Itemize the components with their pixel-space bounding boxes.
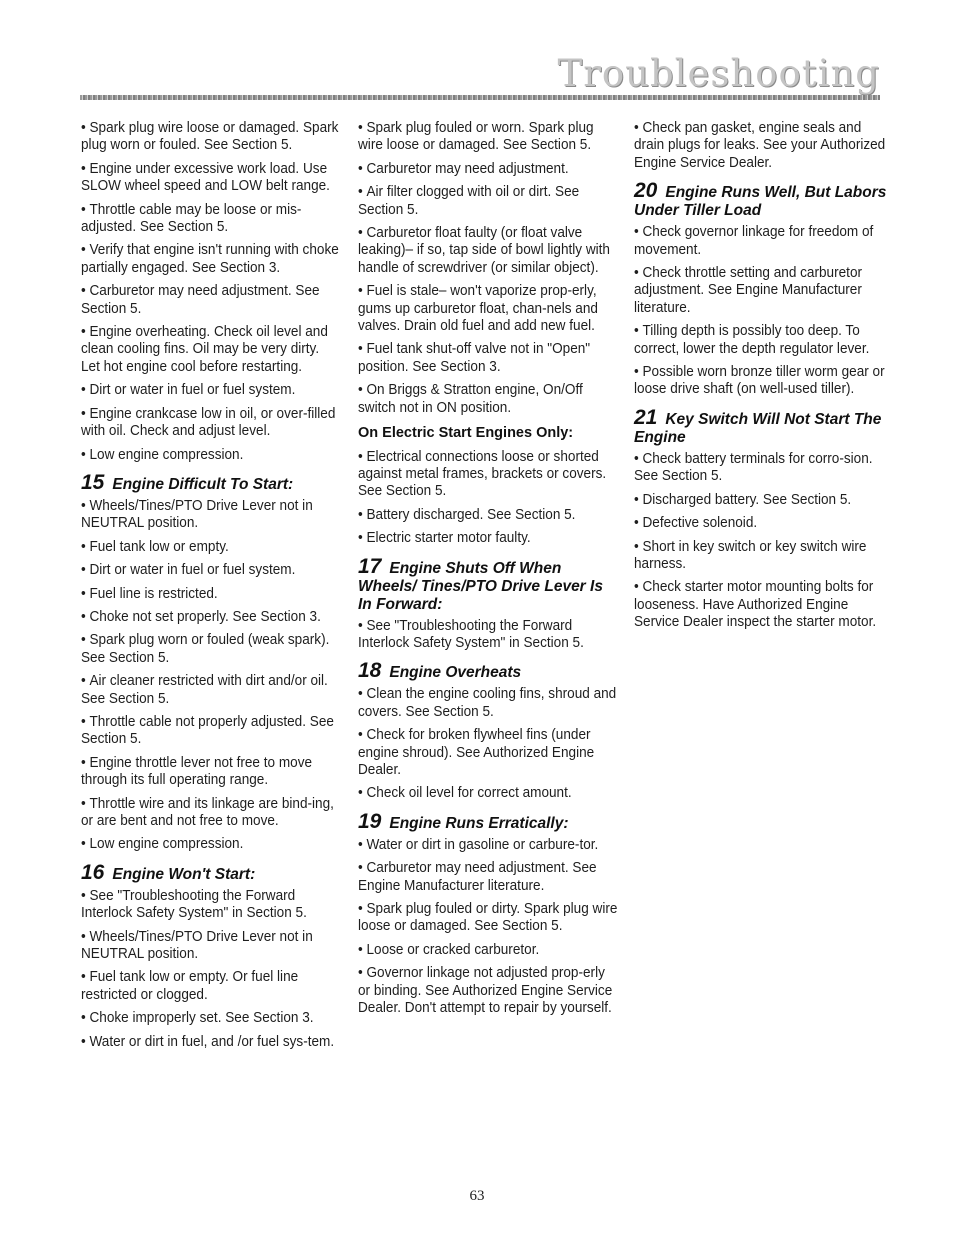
list-item [81, 382, 342, 399]
list-item-text: Electric starter motor faulty. [366, 530, 531, 547]
list-item-text: Electrical connections loose or shorted against metal frames, brackets or covers. See Section 5. [358, 448, 607, 500]
list-item [81, 632, 342, 667]
list-item [634, 364, 895, 399]
list-item-text: Verify that engine isn't running with choke partially engaged. See Section 3. [81, 242, 339, 276]
bullet-icon: • [358, 785, 363, 802]
list-item-text: Throttle wire and its linkage are bind-ing, or are bent and not free to move. [81, 795, 334, 829]
list-item [81, 324, 342, 376]
list-item [634, 265, 895, 317]
bullet-icon: • [358, 448, 363, 465]
bullet-icon: • [81, 160, 86, 177]
list-item [358, 965, 619, 1017]
list-item-text: Clean the engine cooling fins, shroud and covers. See Section 5. [358, 686, 617, 720]
section-heading-17: 17 Engine Shuts Off When Wheels/ Tines/PTO Drive Lever Is In Forward: [358, 554, 603, 613]
bullet-icon: • [634, 491, 639, 508]
bullet-icon: • [81, 608, 86, 625]
list-item [358, 184, 619, 219]
list-item [358, 120, 619, 155]
list-item [634, 323, 895, 358]
list-item [81, 969, 342, 1004]
bullet-icon: • [81, 585, 86, 602]
column-1 [81, 120, 343, 1057]
bullet-icon: • [81, 836, 86, 853]
list-item [358, 618, 619, 653]
list-item-text: Tilling depth is possibly too deep. To correct, lower the depth regulator lever. [634, 323, 870, 357]
list-item-text: Water or dirt in fuel, and /or fuel sys-tem. [89, 1033, 335, 1050]
list-item-text: Low engine compression. [89, 446, 244, 463]
section-heading-15: 15 Engine Difficult To Start: [81, 470, 294, 494]
list-item-text: Loose or cracked carburetor. [366, 941, 540, 958]
bullet-icon: • [358, 860, 363, 877]
list-item [358, 161, 619, 178]
list-item [358, 283, 619, 335]
list-item-text: Throttle cable not properly adjusted. See Section 5. [81, 713, 334, 748]
bullet-icon: • [81, 324, 86, 341]
list-item [634, 492, 895, 509]
list-item-text: Fuel tank low or empty. Or fuel line restricted or clogged. [81, 969, 299, 1003]
list-item-text: Engine under excessive work load. Use SLOW wheel speed and LOW belt range. [81, 160, 330, 195]
list-item [81, 120, 342, 155]
subheading-electric: On Electric Start Engines Only: [358, 425, 574, 442]
bullet-icon: • [81, 242, 86, 259]
bullet-icon: • [81, 201, 86, 218]
list-item-text: Low engine compression. [89, 836, 244, 853]
bullet-icon: • [358, 941, 363, 958]
list-item-text: Engine overheating. Check oil level and clean cooling fins. Oil may be very dirty. Let hot engine cool before restarting. [81, 324, 328, 375]
bullet-icon: • [358, 382, 363, 399]
section-heading-21: 21 Key Switch Will Not Start The Engine [634, 405, 882, 446]
list-item-text: Check throttle setting and carburetor adjustment. See Engine Manufacturer literature. [634, 265, 863, 316]
bullet-icon: • [81, 795, 86, 812]
list-item-text: Air filter clogged with oil or dirt. See Section 5. [358, 184, 580, 218]
list-item [358, 901, 619, 936]
list-item-text: Choke improperly set. See Section 3. [89, 1010, 314, 1027]
bullet-icon: • [81, 538, 86, 555]
list-item [358, 530, 619, 547]
list-item [81, 755, 342, 790]
list-item [358, 225, 619, 277]
bullet-icon: • [81, 446, 86, 463]
list-item [81, 836, 342, 853]
list-item-text: Short in key switch or key switch wire harness. [634, 538, 867, 572]
list-item [81, 609, 342, 626]
list-item-text: Engine crankcase low in oil, or over-filled with oil. Check and adjust level. [81, 405, 336, 440]
bullet-icon: • [634, 364, 639, 381]
list-item-text: Check oil level for correct amount. [366, 785, 572, 802]
bullet-icon: • [81, 283, 86, 300]
list-item [358, 507, 619, 524]
list-item-text: Carburetor float faulty (or float valve leaking)– if so, tap side of bowl lightly with handle of screwdriver (or similar object). [358, 225, 610, 276]
bullet-icon: • [81, 382, 86, 399]
bullet-icon: • [358, 160, 363, 177]
header-rule [80, 95, 880, 100]
list-item [81, 447, 342, 464]
list-item [634, 515, 895, 532]
list-item-text: Dirt or water in fuel or fuel system. [89, 562, 296, 579]
section-heading-16: 16 Engine Won't Start: [81, 860, 256, 884]
list [81, 888, 343, 1051]
list [358, 837, 620, 1018]
list-item [81, 562, 342, 579]
list [81, 120, 343, 464]
bullet-icon: • [81, 928, 86, 945]
section-heading-18: 18 Engine Overheats [358, 659, 522, 683]
list-item [358, 686, 619, 721]
bullet-icon: • [81, 969, 86, 986]
list-item-text: Check battery terminals for corro-sion. See Section 5. [634, 450, 873, 485]
list-item-text: Air cleaner restricted with dirt and/or oil. See Section 5. [81, 673, 328, 707]
bullet-icon: • [358, 120, 363, 136]
list [358, 120, 620, 417]
list [358, 618, 620, 653]
bullet-icon: • [81, 887, 86, 904]
column-2 [358, 120, 620, 1023]
list-item-text: Check pan gasket, engine seals and drain plugs for leaks. See your Authorized Engine Service Dealer. [634, 120, 886, 171]
list-item [634, 579, 895, 631]
list-item-text: Throttle cable may be loose or mis-adjusted. See Section 5. [81, 201, 302, 236]
bullet-icon: • [358, 686, 363, 703]
list-item-text: Carburetor may need adjustment. See Engine Manufacturer literature. [358, 860, 597, 894]
page-number: 63 [469, 1188, 485, 1204]
list-item-text: On Briggs & Stratton engine, On/Off switch not in ON position. [358, 382, 583, 416]
list-item-text: Choke not set properly. See Section 3. [89, 608, 321, 625]
list-item-text: Spark plug wire loose or damaged. Spark plug worn or fouled. See Section 5. [81, 120, 339, 154]
list-item [81, 796, 342, 831]
list-item-text: Fuel tank low or empty. [89, 538, 229, 555]
list-item-text: Dirt or water in fuel or fuel system. [89, 382, 296, 399]
list-item-text: Fuel is stale– won't vaporize prop-erly, gums up carburetor float, chan-nels and valves. Drain old fuel and add new fuel. [358, 283, 598, 335]
list-item [634, 539, 895, 574]
list-item-text: Discharged battery. See Section 5. [642, 491, 852, 508]
bullet-icon: • [634, 265, 639, 282]
list-item-text: Fuel line is restricted. [89, 585, 218, 602]
bullet-icon: • [358, 727, 363, 744]
list-item [81, 539, 342, 556]
list-item-text: Check for broken flywheel fins (under engine shroud). See Authorized Engine Dealer. [358, 727, 595, 778]
list [634, 451, 896, 632]
list-item [81, 406, 342, 441]
bullet-icon: • [81, 1010, 86, 1027]
list-item [358, 837, 619, 854]
list [358, 449, 620, 548]
list [358, 686, 620, 802]
list-item [358, 382, 619, 417]
bullet-icon: • [81, 497, 86, 514]
list-item [81, 1010, 342, 1027]
page-title: Troubleshooting [557, 52, 880, 95]
bullet-icon: • [81, 1033, 86, 1050]
bullet-icon: • [634, 224, 639, 241]
list-item-text: Governor linkage not adjusted prop-erly or binding. See Authorized Engine Service Dealer. Don't attempt to repair by yourself. [358, 965, 613, 1017]
list-item [358, 942, 619, 959]
list-item-text: Water or dirt in gasoline or carbure-tor. [366, 836, 599, 853]
list-item [358, 860, 619, 895]
section-heading-19: 19 Engine Runs Erratically: [358, 809, 569, 833]
list-item [81, 283, 342, 318]
list-item-text: Possible worn bronze tiller worm gear or loose drive shaft (on well-used tiller). [634, 364, 885, 398]
bullet-icon: • [358, 965, 363, 982]
list [634, 224, 896, 399]
list-item-text: Battery discharged. See Section 5. [366, 506, 576, 523]
bullet-icon: • [358, 617, 363, 634]
bullet-icon: • [358, 341, 363, 358]
bullet-icon: • [81, 562, 86, 579]
bullet-icon: • [634, 120, 639, 136]
list-item-text: Spark plug fouled or worn. Spark plug wire loose or damaged. See Section 5. [358, 120, 594, 154]
list-item-text: Check governor linkage for freedom of movement. [634, 224, 874, 258]
list-item [81, 929, 342, 964]
bullet-icon: • [358, 506, 363, 523]
list-item-text: Check starter motor mounting bolts for looseness. Have Authorized Engine Service Dealer inspect the starter motor. [634, 579, 877, 631]
list-item [358, 727, 619, 779]
bullet-icon: • [358, 530, 363, 547]
list-item-text: Defective solenoid. [642, 515, 758, 532]
list-item [358, 449, 619, 501]
list-item-text: Wheels/Tines/PTO Drive Lever not in NEUTRAL position. [81, 928, 313, 963]
list-item-text: Spark plug fouled or dirty. Spark plug wire loose or damaged. See Section 5. [358, 901, 618, 935]
list-item-text: See "Troubleshooting the Forward Interlock Safety System" in Section 5. [81, 887, 307, 922]
bullet-icon: • [634, 450, 639, 467]
bullet-icon: • [81, 713, 86, 730]
list-item-text: Carburetor may need adjustment. See Section 5. [81, 283, 320, 317]
column-3 [634, 120, 896, 638]
list-item-text: Wheels/Tines/PTO Drive Lever not in NEUTRAL position. [81, 497, 313, 532]
list-item-text: Spark plug worn or fouled (weak spark). See Section 5. [81, 632, 330, 666]
list-item [81, 888, 342, 923]
list-item [634, 120, 895, 172]
list-item [81, 586, 342, 603]
list-item-text: Fuel tank shut-off valve not in "Open" position. See Section 3. [358, 341, 591, 375]
bullet-icon: • [358, 836, 363, 853]
list-item-text: See "Troubleshooting the Forward Interlock Safety System" in Section 5. [358, 617, 584, 651]
bullet-icon: • [81, 673, 86, 690]
list-item-text: Carburetor may need adjustment. [366, 160, 569, 177]
bullet-icon: • [358, 901, 363, 917]
bullet-icon: • [81, 754, 86, 771]
list-item-text: Engine throttle lever not free to move through its full operating range. [81, 754, 313, 789]
list-item [81, 202, 342, 237]
list [81, 498, 343, 854]
list-item [81, 714, 342, 749]
list-item [81, 161, 342, 196]
list-item [358, 341, 619, 376]
bullet-icon: • [634, 538, 639, 555]
bullet-icon: • [358, 283, 363, 300]
list-item [358, 785, 619, 802]
bullet-icon: • [634, 515, 639, 532]
bullet-icon: • [358, 225, 363, 242]
list-item [81, 242, 342, 277]
list-item [634, 224, 895, 259]
list [634, 120, 896, 172]
bullet-icon: • [81, 632, 86, 649]
bullet-icon: • [634, 323, 639, 340]
list-item [81, 673, 342, 708]
bullet-icon: • [81, 405, 86, 422]
bullet-icon: • [81, 120, 86, 136]
list-item [634, 451, 895, 486]
bullet-icon: • [634, 579, 639, 596]
list-item [81, 1034, 342, 1051]
list-item [81, 498, 342, 533]
section-heading-20: 20 Engine Runs Well, But Labors Under Tiller Load [634, 179, 887, 220]
bullet-icon: • [358, 184, 363, 201]
